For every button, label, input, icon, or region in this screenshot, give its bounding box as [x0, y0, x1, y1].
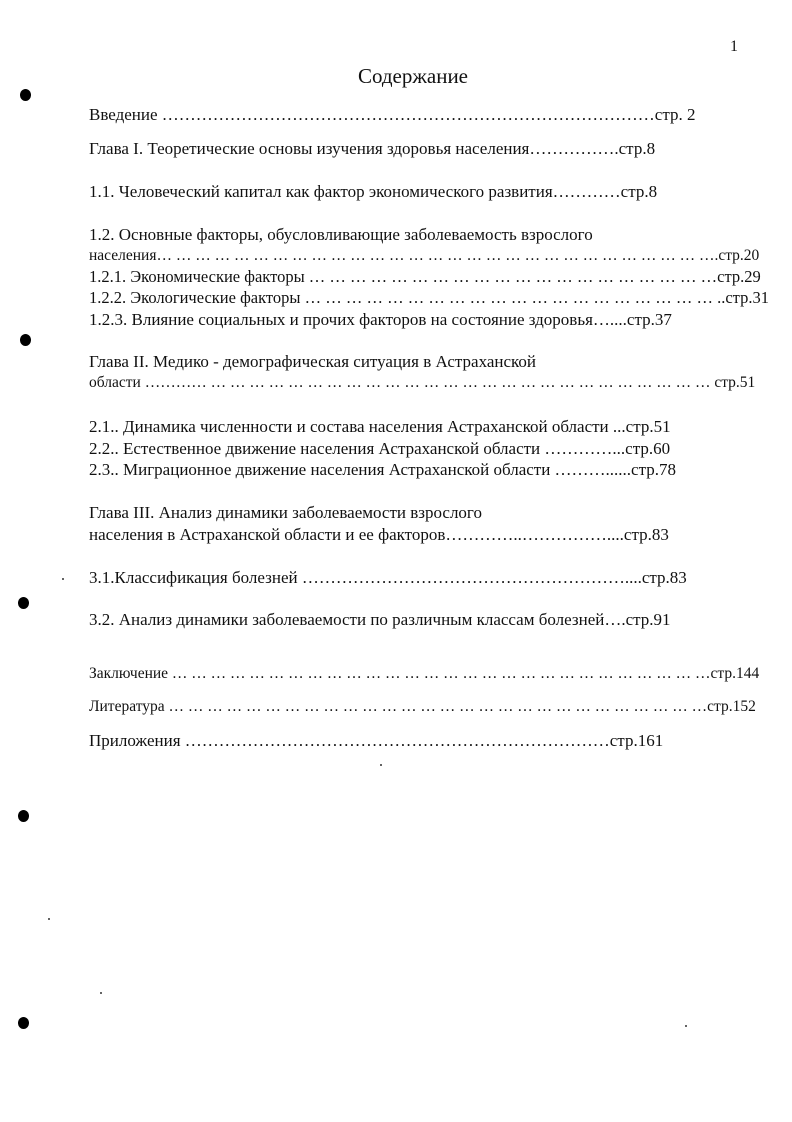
binder-hole-4 — [18, 810, 29, 822]
toc-entry-1-2-1[interactable]: 1.2.1. Экономические факторы … … … … … … … … … … … … … … … … … … … …стр.29 — [89, 267, 761, 286]
toc-entry-1-1[interactable]: 1.1. Человеческий капитал как фактор экономического развития…………стр.8 — [89, 182, 658, 201]
toc-entry-introduction[interactable]: Введение ……………………………………………………………………………стр. 2 — [89, 105, 696, 124]
toc-entry-conclusion[interactable]: Заключение … … … … … … … … … … … … … … … … … … … … … … … … … … … …стр.144 — [89, 665, 760, 682]
toc-entry-1-2-cont[interactable]: населения… … … … … … … … … … … … … … … … … … … … … … … … … … … … ….стр.20 — [89, 247, 760, 264]
toc-entry-chapter-2-cont[interactable]: области ………… … … … … … … … … … … … … … … … … … … … … … … … … … … стр.51 — [89, 374, 756, 391]
toc-entry-chapter-1[interactable]: Глава I. Теоретические основы изучения здоровья населения…………….стр.8 — [89, 139, 656, 158]
toc-entry-appendices[interactable]: Приложения …………………………………………………………………стр.161 — [89, 731, 664, 750]
page-number: 1 — [730, 38, 738, 55]
toc-entry-2-1[interactable]: 2.1.. Динамика численности и состава населения Астраханской области ...стр.51 — [89, 417, 671, 436]
scan-speck — [685, 1025, 687, 1027]
scan-speck — [380, 764, 382, 766]
binder-hole-1 — [20, 89, 31, 101]
toc-entry-chapter-2[interactable]: Глава II. Медико - демографическая ситуация в Астраханской — [89, 352, 537, 371]
toc-entry-1-2-2[interactable]: 1.2.2. Экологические факторы … … … … … … … … … … … … … … … … … … … … ..стр.31 — [89, 288, 769, 307]
toc-entry-2-3[interactable]: 2.3.. Миграционное движение населения Астраханской области ………......стр.78 — [89, 460, 676, 479]
toc-entry-2-2[interactable]: 2.2.. Естественное движение населения Астраханской области …………...стр.60 — [89, 439, 671, 458]
binder-hole-2 — [20, 334, 31, 346]
toc-entry-1-2-3[interactable]: 1.2.3. Влияние социальных и прочих факторов на состояние здоровья…....стр.37 — [89, 310, 672, 329]
scan-speck — [62, 578, 64, 580]
toc-entry-chapter-3-cont[interactable]: населения в Астраханской области и ее факторов…………..……………....стр.83 — [89, 525, 669, 544]
toc-entry-literature[interactable]: Литература … … … … … … … … … … … … … … … … … … … … … … … … … … … …стр.152 — [89, 698, 756, 715]
toc-entry-1-2[interactable]: 1.2. Основные факторы, обусловливающие заболеваемость взрослого — [89, 225, 593, 244]
binder-hole-5 — [18, 1017, 29, 1029]
scan-speck — [100, 992, 102, 994]
page-title: Содержание — [357, 64, 469, 88]
toc-entry-3-2[interactable]: 3.2. Анализ динамики заболеваемости по различным классам болезней….стр.91 — [89, 610, 671, 629]
binder-hole-3 — [18, 597, 29, 609]
scan-speck — [48, 918, 50, 920]
toc-entry-3-1[interactable]: 3.1.Классификация болезней …………………………………………………....стр.83 — [89, 568, 687, 587]
toc-entry-chapter-3[interactable]: Глава III. Анализ динамики заболеваемости взрослого — [89, 503, 482, 522]
